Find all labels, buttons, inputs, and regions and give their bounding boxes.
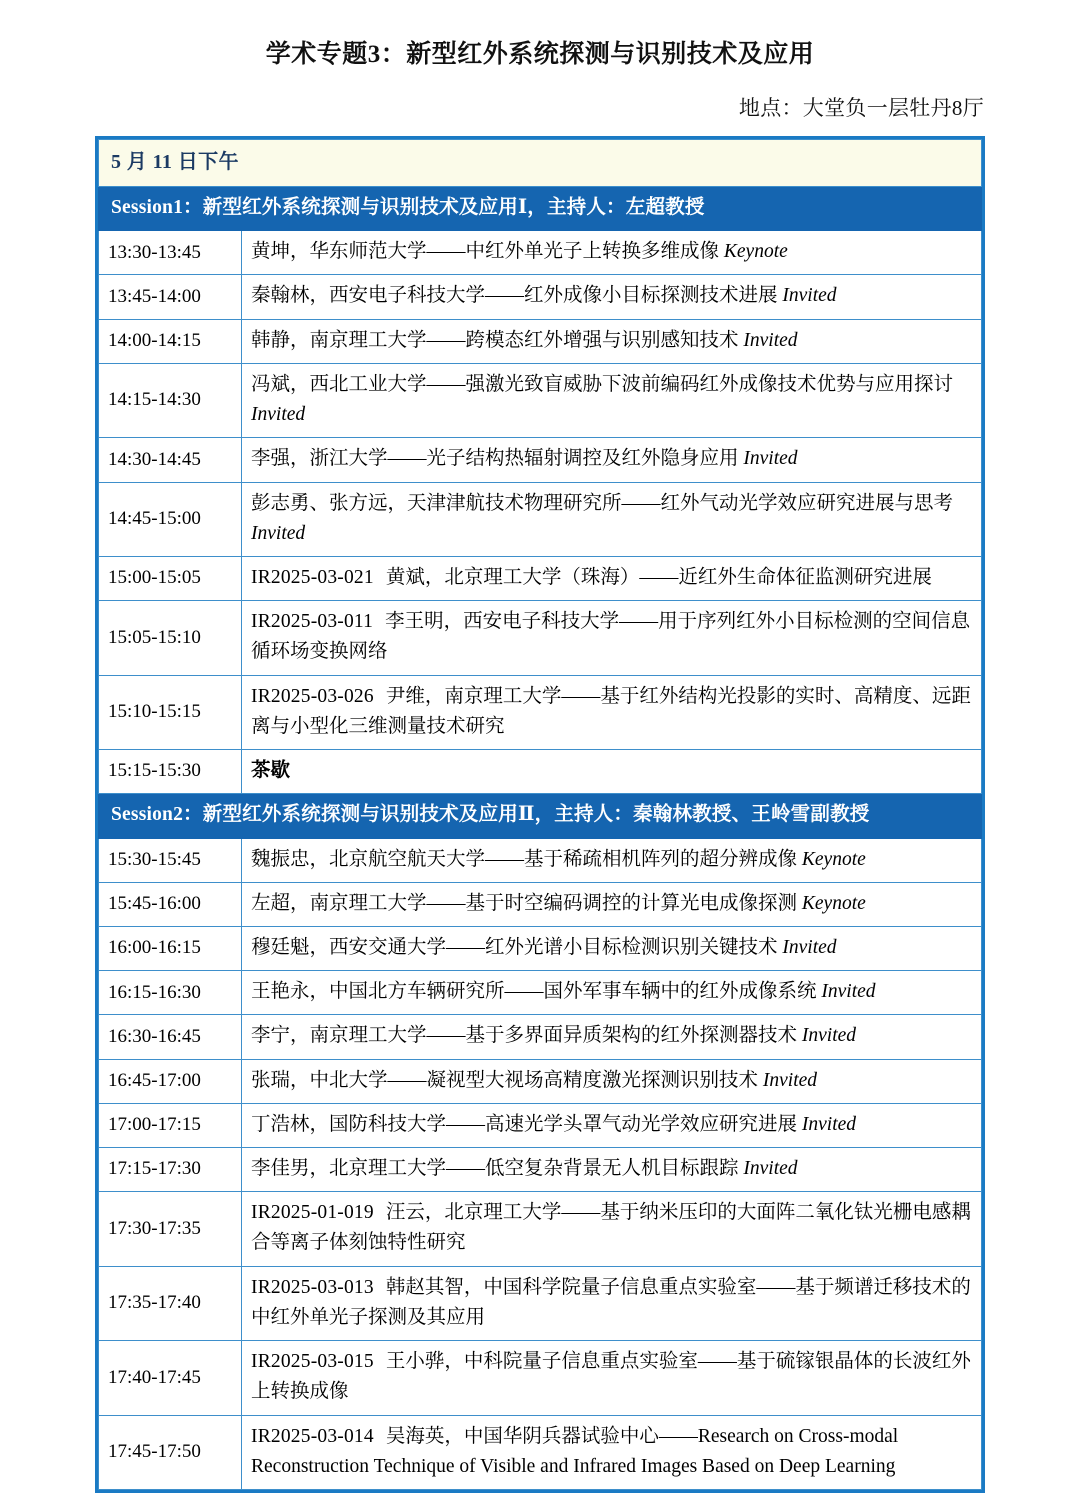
talk-title: 穆廷魁，西安交通大学——红外光谱小目标检测识别关键技术 (251, 936, 778, 958)
talk-title: 李宁，南京理工大学——基于多界面异质架构的红外探测器技术 (251, 1025, 798, 1047)
session-time: 14:00-14:15 (99, 319, 242, 363)
session-time: 17:15-17:30 (99, 1148, 242, 1192)
session-time: 14:45-15:00 (99, 482, 242, 556)
talk-entry (242, 971, 982, 1015)
talk-title: 韩赵其智，中国科学院量子信息重点实验室——基于频谱迁移技术的中红外单光子探测及其应用 (251, 1276, 971, 1328)
talk-entry (242, 1103, 982, 1147)
venue-label: 地点：大堂负一层牡丹8厅 (738, 96, 984, 120)
talk-entry (242, 319, 982, 363)
session-time: 17:40-17:45 (99, 1341, 242, 1415)
table-row (99, 556, 982, 600)
talk-entry (242, 1192, 982, 1266)
talk-entry (242, 838, 982, 882)
talk-entry (242, 231, 982, 275)
session-time: 15:00-15:05 (99, 556, 242, 600)
table-row (99, 971, 982, 1015)
talk-entry (242, 438, 982, 482)
table-row (99, 601, 982, 675)
talk-type-tag: Invited (743, 448, 798, 470)
talk-title: 汪云，北京理工大学——基于纳米压印的大面阵二氧化钛光栅电感耦合等离子体刻蚀特性研究 (251, 1202, 971, 1254)
talk-entry (242, 882, 982, 926)
talk-title: 冯斌，西北工业大学——强激光致盲威胁下波前编码红外成像技术优势与应用探讨 (251, 373, 954, 395)
talk-type-tag: Invited (801, 1025, 857, 1047)
session-time: 14:15-14:30 (99, 363, 242, 437)
talk-title: 黄坤，华东师范大学——中红外单光子上转换多维成像 (251, 241, 720, 263)
table-row (99, 926, 982, 970)
table-row (99, 363, 982, 437)
table-row (99, 319, 982, 363)
talk-entry (242, 363, 982, 437)
table-row (99, 838, 982, 882)
table-row (99, 1192, 982, 1266)
talk-title: 王艳永，中国北方车辆研究所——国外军事车辆中的红外成像系统 (251, 981, 817, 1003)
paper-id: IR2025-03-026 (251, 685, 374, 707)
talk-type-tag: Invited (762, 1069, 818, 1091)
session-time: 15:45-16:00 (99, 882, 242, 926)
talk-title: 黄斌，北京理工大学（珠海）——近红外生命体征监测研究进展 (385, 566, 932, 588)
paper-id: IR2025-03-011 (251, 611, 374, 633)
session-header-label: Session2：新型红外系统探测与识别技术及应用Ⅱ，主持人：秦翰林教授、王岭雪副教授 (99, 794, 982, 838)
schedule-table-body (99, 140, 982, 1490)
talk-entry (242, 1148, 982, 1192)
date-banner-row (99, 140, 982, 187)
talk-type-tag: Keynote (723, 241, 788, 263)
session-time: 16:45-17:00 (99, 1059, 242, 1103)
talk-entry (242, 1341, 982, 1415)
talk-title: 李佳男，北京理工大学——低空复杂背景无人机目标跟踪 (251, 1158, 739, 1180)
schedule-table-wrapper (95, 136, 985, 1493)
table-row (99, 675, 982, 749)
talk-entry (242, 601, 982, 675)
session-time: 15:05-15:10 (99, 601, 242, 675)
session-header-row (99, 187, 982, 231)
talk-entry (242, 675, 982, 749)
session-time: 13:45-14:00 (99, 275, 242, 319)
table-row (99, 482, 982, 556)
session-time: 15:10-15:15 (99, 675, 242, 749)
table-row (99, 1059, 982, 1103)
table-row (99, 275, 982, 319)
paper-id: IR2025-03-021 (251, 566, 374, 588)
talk-entry (242, 1266, 982, 1340)
talk-title: 茶歇 (251, 760, 291, 782)
talk-entry (242, 275, 982, 319)
talk-entry (242, 926, 982, 970)
talk-type-tag: Invited (821, 981, 876, 1003)
break-row (99, 750, 982, 794)
session-time: 15:15-15:30 (99, 750, 242, 794)
talk-type-tag: Keynote (801, 848, 866, 870)
talk-type-tag: Invited (782, 936, 837, 958)
table-row (99, 1015, 982, 1059)
session-time: 14:30-14:45 (99, 438, 242, 482)
talk-type-tag: Invited (801, 1113, 857, 1135)
talk-entry (242, 1015, 982, 1059)
table-row (99, 231, 982, 275)
session-time: 17:45-17:50 (99, 1415, 242, 1489)
talk-entry (242, 1059, 982, 1103)
session-time: 16:30-16:45 (99, 1015, 242, 1059)
paper-id: IR2025-03-015 (251, 1351, 374, 1373)
session-time: 16:00-16:15 (99, 926, 242, 970)
talk-title: 吴海英，中国华阴兵器试验中心——Research on Cross-modal Reconstruction Technique of Visible and Infrared Images Based on Deep Learning (251, 1425, 899, 1477)
talk-title: 李强，浙江大学——光子结构热辐射调控及红外隐身应用 (251, 448, 739, 470)
talk-type-tag: Invited (782, 285, 837, 307)
session-header-label: Session1：新型红外系统探测与识别技术及应用Ⅰ，主持人：左超教授 (99, 187, 982, 231)
session-time: 17:35-17:40 (99, 1266, 242, 1340)
session-time: 16:15-16:30 (99, 971, 242, 1015)
date-banner-label: 5 月 11 日下午 (99, 140, 982, 187)
talk-type-tag: Invited (251, 522, 306, 544)
talk-title: 丁浩林，国防科技大学——高速光学头罩气动光学效应研究进展 (251, 1113, 798, 1135)
table-row (99, 1148, 982, 1192)
talk-title: 彭志勇、张方远，天津津航技术物理研究所——红外气动光学效应研究进展与思考 (251, 492, 954, 514)
talk-title: 韩静，南京理工大学——跨模态红外增强与识别感知技术 (251, 329, 739, 351)
paper-id: IR2025-03-014 (251, 1425, 374, 1447)
talk-title: 魏振忠，北京航空航天大学——基于稀疏相机阵列的超分辨成像 (251, 848, 798, 870)
break-label (242, 750, 982, 794)
talk-title: 秦翰林，西安电子科技大学——红外成像小目标探测技术进展 (251, 285, 778, 307)
table-row (99, 438, 982, 482)
talk-title: 左超，南京理工大学——基于时空编码调控的计算光电成像探测 (251, 892, 798, 914)
schedule-table (98, 139, 982, 1490)
talk-title: 王小骅，中科院量子信息重点实验室——基于硫镓银晶体的长波红外上转换成像 (251, 1351, 971, 1403)
table-row (99, 882, 982, 926)
talk-entry (242, 482, 982, 556)
session-time: 17:30-17:35 (99, 1192, 242, 1266)
talk-entry (242, 1415, 982, 1489)
talk-type-tag: Invited (743, 329, 798, 351)
table-row (99, 1415, 982, 1489)
table-row (99, 1341, 982, 1415)
talk-type-tag: Keynote (801, 892, 866, 914)
paper-id: IR2025-01-019 (251, 1202, 374, 1224)
session-time: 13:30-13:45 (99, 231, 242, 275)
session-time: 15:30-15:45 (99, 838, 242, 882)
table-row (99, 1266, 982, 1340)
page-title: 学术专题3：新型红外系统探测与识别技术及应用 (265, 41, 815, 68)
talk-title: 尹维，南京理工大学——基于红外结构光投影的实时、高精度、远距离与小型化三维测量技术研究 (251, 685, 971, 737)
talk-type-tag: Invited (743, 1158, 798, 1180)
talk-type-tag: Invited (251, 404, 306, 426)
talk-title: 李王明，西安电子科技大学——用于序列红外小目标检测的空间信息循环场变换网络 (251, 611, 971, 663)
paper-id: IR2025-03-013 (251, 1276, 374, 1298)
talk-title: 张瑞，中北大学——凝视型大视场高精度激光探测识别技术 (251, 1069, 759, 1091)
talk-entry (242, 556, 982, 600)
session-time: 17:00-17:15 (99, 1103, 242, 1147)
session-header-row (99, 794, 982, 838)
table-row (99, 1103, 982, 1147)
